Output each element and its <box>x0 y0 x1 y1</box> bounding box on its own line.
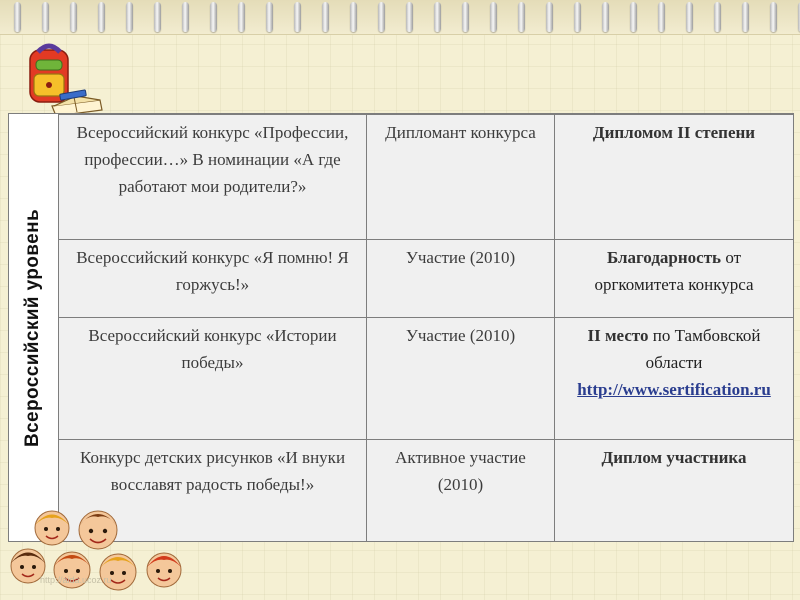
spiral-binding <box>0 0 800 36</box>
spiral-ring-icon <box>350 2 357 32</box>
level-column <box>9 114 59 541</box>
achievements-grid <box>58 114 794 542</box>
spiral-ring-icon <box>126 2 133 32</box>
watermark-text: http://aida.ucoz.ru <box>40 575 112 585</box>
spiral-ring-icon <box>658 2 665 32</box>
contest-name-cell: Всероссийский конкурс «Профессии, профессии…» В номинации «А где работают мои родители?» <box>59 115 367 240</box>
spiral-ring-icon <box>266 2 273 32</box>
spiral-ring-icon <box>462 2 469 32</box>
spiral-ring-icon <box>210 2 217 32</box>
spiral-ring-icon <box>490 2 497 32</box>
result-cell <box>555 440 794 542</box>
spiral-ring-icon <box>686 2 693 32</box>
contest-name-cell: Всероссийский конкурс «Истории победы» <box>59 318 367 440</box>
result-cell <box>555 115 794 240</box>
sertification-link[interactable]: http://www.sertification.ru <box>577 380 771 399</box>
result-text: Дипломом II степени <box>592 123 756 142</box>
spiral-ring-icon <box>574 2 581 32</box>
spiral-ring-icon <box>98 2 105 32</box>
level-label: Всероссийский уровень <box>22 208 43 448</box>
contest-name-cell: Всероссийский конкурс «Я помню! Я горжусь!» <box>59 240 367 318</box>
spiral-ring-icon <box>322 2 329 32</box>
participation-cell: Участие (2010) <box>367 318 555 440</box>
table-row <box>59 240 794 318</box>
spiral-ring-icon <box>70 2 77 32</box>
spiral-ring-icon <box>714 2 721 32</box>
spiral-ring-icon <box>294 2 301 32</box>
spiral-ring-icon <box>602 2 609 32</box>
spiral-ring-icon <box>770 2 777 32</box>
spiral-ring-icon <box>14 2 21 32</box>
result-bold-text: Благодарность <box>606 248 722 267</box>
result-text: по Тамбовской области <box>645 326 761 372</box>
achievements-table <box>8 113 794 542</box>
result-text: Диплом участника <box>601 448 747 467</box>
participation-cell: Дипломант конкурса <box>367 115 555 240</box>
spiral-ring-icon <box>378 2 385 32</box>
table-row <box>59 318 794 440</box>
spiral-ring-icon <box>154 2 161 32</box>
backpack-icon <box>16 40 106 120</box>
participation-cell: Активное участие (2010) <box>367 440 555 542</box>
result-cell <box>555 240 794 318</box>
spiral-ring-icon <box>406 2 413 32</box>
spiral-ring-icon <box>238 2 245 32</box>
contest-name-cell: Конкурс детских рисунков «И внуки восславят радость победы!» <box>59 440 367 542</box>
participation-cell: Участие (2010) <box>367 240 555 318</box>
result-bold-text: II место <box>587 326 649 345</box>
spiral-ring-icon <box>182 2 189 32</box>
result-text: от оргкомитета конкурса <box>594 248 754 294</box>
spiral-ring-icon <box>434 2 441 32</box>
result-cell <box>555 318 794 440</box>
spiral-ring-icon <box>546 2 553 32</box>
spiral-ring-icon <box>742 2 749 32</box>
spiral-ring-icon <box>630 2 637 32</box>
spiral-ring-icon <box>42 2 49 32</box>
spiral-ring-icon <box>518 2 525 32</box>
table-row <box>59 115 794 240</box>
